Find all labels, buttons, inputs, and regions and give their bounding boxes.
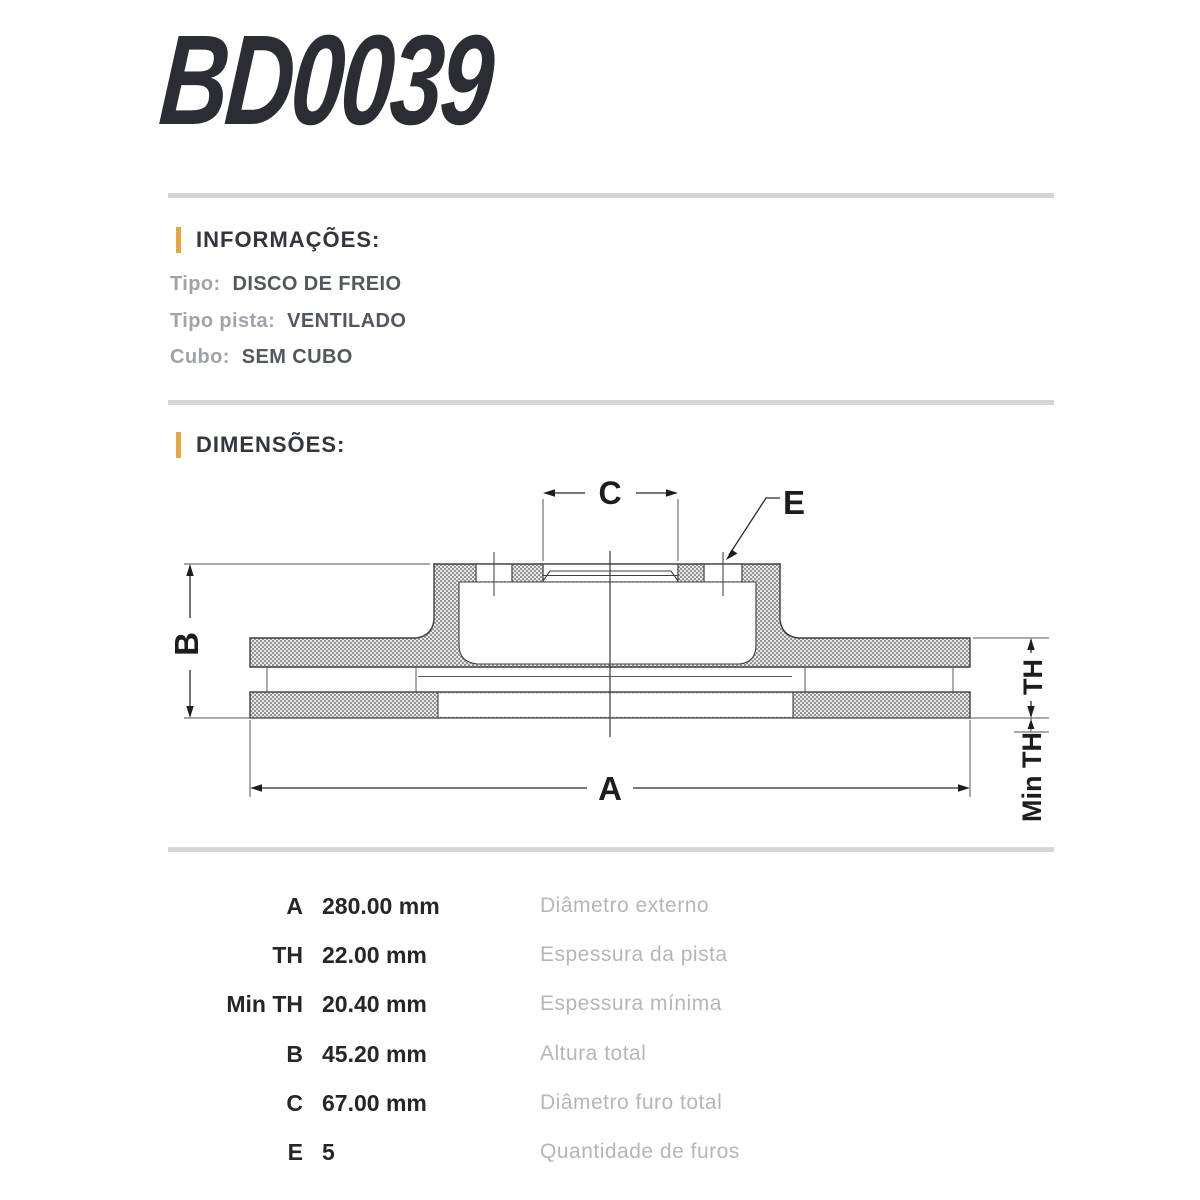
info-section-header bbox=[176, 227, 380, 253]
dimensions-section-header bbox=[176, 432, 345, 458]
arrowhead bbox=[543, 489, 555, 496]
arrowhead bbox=[186, 706, 193, 718]
part-number-title: BD0039 bbox=[155, 9, 497, 152]
hat-interior bbox=[459, 582, 756, 664]
arrowhead bbox=[1027, 706, 1034, 718]
dim-value: 5 bbox=[322, 1139, 335, 1165]
arrowhead bbox=[250, 784, 262, 791]
dim-key: A bbox=[286, 893, 303, 919]
divider bbox=[168, 193, 1054, 198]
arrowhead bbox=[1027, 638, 1034, 650]
dim-key: B bbox=[286, 1041, 303, 1067]
dimensions-section-title: DIMENSÕES: bbox=[196, 432, 346, 457]
info-row-cubo bbox=[170, 346, 353, 369]
dim-label-b: B bbox=[168, 632, 205, 656]
divider bbox=[168, 847, 1054, 852]
brake-disc-technical-drawing bbox=[160, 460, 1070, 840]
dim-description: Espessura da pista bbox=[540, 943, 728, 966]
info-value: VENTILADO bbox=[287, 310, 407, 332]
dim-label-th: TH bbox=[1018, 659, 1048, 695]
info-label: Tipo: bbox=[170, 273, 221, 295]
dim-label-c: C bbox=[598, 475, 622, 511]
dim-description: Quantidade de furos bbox=[540, 1140, 740, 1163]
dim-key: C bbox=[286, 1090, 303, 1116]
dim-value: 22.00 mm bbox=[322, 942, 427, 968]
dim-label-a: A bbox=[598, 770, 622, 807]
dim-description: Diâmetro externo bbox=[540, 894, 710, 917]
dim-key: E bbox=[287, 1139, 303, 1165]
arrowhead bbox=[186, 564, 193, 576]
info-label: Tipo pista: bbox=[170, 310, 276, 332]
arrowhead bbox=[958, 784, 970, 791]
dim-label-e: E bbox=[782, 484, 806, 521]
dim-description: Espessura mínima bbox=[540, 992, 722, 1015]
dim-description: Altura total bbox=[540, 1042, 647, 1065]
dim-value: 20.40 mm bbox=[322, 991, 427, 1017]
divider bbox=[168, 400, 1054, 405]
info-value: SEM CUBO bbox=[241, 346, 353, 368]
info-section-title: INFORMAÇÕES: bbox=[196, 227, 381, 252]
accent-bar bbox=[176, 227, 181, 253]
dimension-e-leader bbox=[729, 498, 780, 555]
accent-bar bbox=[176, 432, 181, 458]
dim-label-min-th: Min TH bbox=[1017, 732, 1047, 822]
dim-value: 280.00 mm bbox=[322, 893, 440, 919]
dim-key: TH bbox=[272, 942, 303, 968]
arrowhead bbox=[1028, 719, 1035, 729]
lower-plate-core bbox=[438, 693, 793, 716]
info-row-tipo-pista bbox=[170, 310, 406, 333]
dim-value: 45.20 mm bbox=[322, 1041, 427, 1067]
dim-description: Diâmetro furo total bbox=[540, 1091, 723, 1114]
arrowhead bbox=[666, 489, 678, 496]
info-value: DISCO DE FREIO bbox=[232, 273, 402, 295]
info-label: Cubo: bbox=[170, 346, 230, 368]
info-row-tipo bbox=[170, 273, 401, 296]
dim-key: Min TH bbox=[226, 991, 303, 1017]
dim-value: 67.00 mm bbox=[322, 1090, 427, 1116]
arrowhead bbox=[726, 550, 738, 561]
